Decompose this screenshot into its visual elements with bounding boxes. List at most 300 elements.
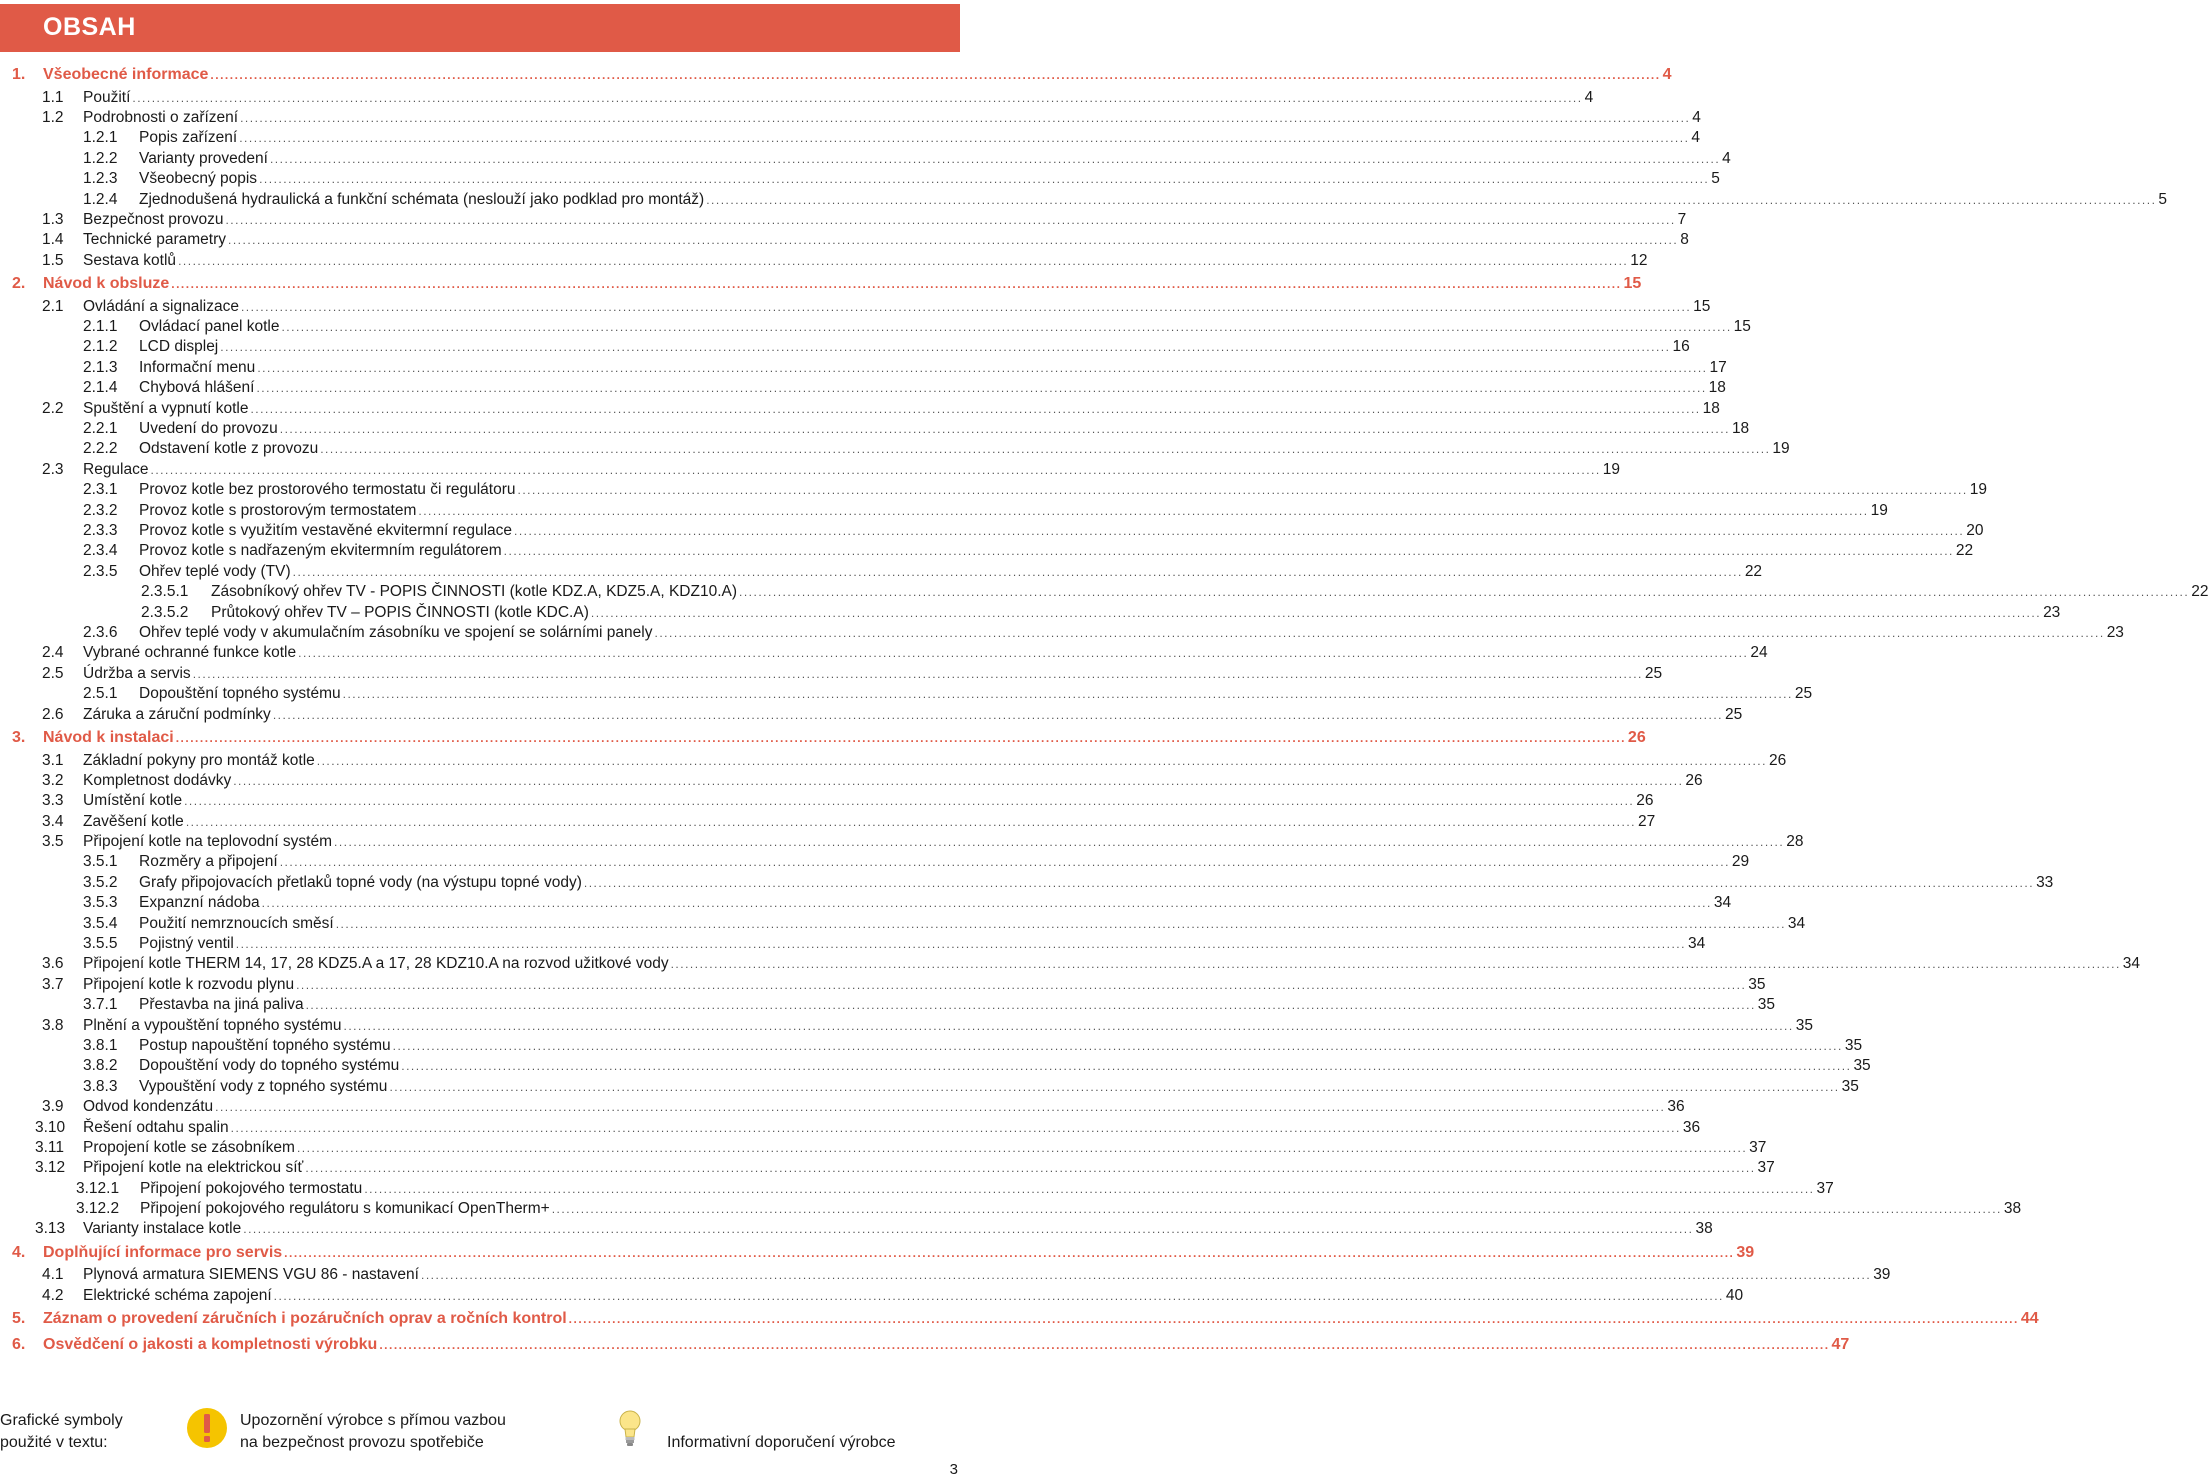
toc-entry-title: Připojení kotle na teplovodní systém — [83, 833, 332, 851]
toc-entry-number: 2.3.5.1 — [141, 583, 189, 601]
toc-entry[interactable] — [0, 1265, 1891, 1285]
toc-leader-dots: ............................................................................................................................................................................................................................................................................................................ — [178, 253, 1629, 268]
toc-entry-page: 26 — [1627, 728, 1646, 746]
toc-entry[interactable] — [0, 1077, 1859, 1097]
toc-entry-number: 3.7.1 — [83, 996, 118, 1014]
toc-entry-number: 3.5.3 — [83, 894, 118, 912]
toc-entry-number: 3.8.2 — [83, 1057, 118, 1075]
toc-leader-dots: ............................................................................................................................................................................................................................................................................................................ — [654, 625, 2105, 640]
toc-leader-dots: ............................................................................................................................................................................................................................................................................................................ — [568, 1312, 2019, 1327]
toc-entry-title: Kompletnost dodávky — [83, 771, 232, 789]
toc-leader-dots: ............................................................................................................................................................................................................................................................................................................ — [583, 875, 2035, 890]
toc-entry[interactable] — [0, 108, 1701, 128]
toc-section-entry[interactable] — [0, 1306, 2039, 1332]
toc-entry-title: Uvedení do provozu — [139, 420, 278, 438]
toc-entry-page: 35 — [1795, 1016, 1813, 1034]
toc-entry-page: 35 — [1853, 1057, 1871, 1075]
toc-entry-page: 26 — [1636, 792, 1654, 810]
warning-text-line-2: na bezpečnost provozu spotřebiče — [240, 1434, 484, 1451]
toc-leader-dots: ............................................................................................................................................................................................................................................................................................................ — [281, 320, 1732, 335]
toc-entry-number: 1.2.1 — [83, 129, 118, 147]
toc-entry-title: Informační menu — [139, 358, 256, 376]
toc-entry[interactable] — [0, 751, 1787, 771]
toc-entry-number: 2.3.6 — [83, 623, 118, 641]
symbols-label-line-1: Grafické symboly — [0, 1412, 123, 1429]
toc-entry-page: 35 — [1757, 996, 1776, 1014]
exclamation-warning-icon — [186, 1407, 228, 1449]
toc-entry-title: Popis zařízení — [139, 129, 238, 147]
toc-entry[interactable] — [0, 210, 1687, 230]
toc-entry-number: 2.2 — [42, 399, 64, 417]
toc-entry-title: Podrobnosti o zařízení — [83, 108, 239, 126]
toc-entry-title: Odstavení kotle z provozu — [139, 440, 319, 458]
toc-entry-page: 19 — [1870, 501, 1888, 519]
toc-leader-dots: ............................................................................................................................................................................................................................................................................................................ — [298, 646, 1749, 661]
toc-entry-number: 3.3 — [42, 792, 64, 810]
toc-entry[interactable] — [0, 1056, 1871, 1076]
table-of-contents — [0, 62, 2208, 1357]
toc-entry-page: 33 — [2036, 873, 2054, 891]
toc-entry[interactable] — [0, 975, 1766, 995]
toc-entry-title: Regulace — [83, 460, 149, 478]
toc-leader-dots: ............................................................................................................................................................................................................................................................................................................ — [230, 1120, 1681, 1135]
toc-entry[interactable] — [0, 169, 1720, 189]
toc-entry-number: 2.3 — [42, 460, 64, 478]
toc-entry-page: 22 — [1955, 542, 1974, 560]
toc-entry-page: 28 — [1786, 833, 1804, 851]
toc-entry[interactable] — [0, 893, 1732, 913]
toc-leader-dots: ............................................................................................................................................................................................................................................................................................................ — [243, 1222, 1694, 1237]
toc-entry-title: Připojení pokojového termostatu — [140, 1179, 363, 1197]
toc-entry-page: 24 — [1750, 644, 1768, 662]
toc-leader-dots: ............................................................................................................................................................................................................................................................................................................ — [392, 1038, 1843, 1053]
toc-entry[interactable] — [0, 914, 1806, 934]
toc-entry[interactable] — [0, 934, 1706, 954]
toc-entry-page: 5 — [2158, 190, 2168, 208]
graphic-symbols-legend — [0, 1405, 960, 1479]
toc-leader-dots: ............................................................................................................................................................................................................................................................................................................ — [272, 707, 1724, 722]
toc-entry-number: 2.1.2 — [83, 338, 118, 356]
toc-entry-title: Použití nemrznoucích směsí — [139, 914, 334, 932]
toc-leader-dots: ............................................................................................................................................................................................................................................................................................................ — [401, 1059, 1852, 1074]
toc-entry[interactable] — [0, 149, 1731, 169]
toc-entry-title: Varianty instalace kotle — [83, 1220, 242, 1238]
toc-entry[interactable] — [0, 88, 1594, 108]
toc-entry-title: LCD displej — [139, 338, 219, 356]
toc-entry-number: 2.3.1 — [83, 481, 118, 499]
toc-entry-number: 3.8.1 — [83, 1036, 118, 1054]
toc-entry-title: Bezpečnost provozu — [83, 210, 224, 228]
page-title: OBSAH — [43, 13, 136, 41]
toc-section-entry[interactable] — [0, 1240, 1755, 1266]
toc-entry-number: 1.3 — [42, 210, 64, 228]
toc-entry-page: 17 — [1709, 358, 1727, 376]
toc-entry-title: Odvod kondenzátu — [83, 1098, 214, 1116]
toc-entry-title: Dopouštění topného systému — [139, 685, 341, 703]
toc-entry-page: 18 — [1708, 379, 1726, 397]
symbols-label — [0, 1410, 123, 1454]
toc-entry-title: Návod k instalaci — [43, 728, 174, 746]
toc-entry-number: 3.6 — [42, 955, 64, 973]
toc-leader-dots: ............................................................................................................................................................................................................................................................................................................ — [379, 1337, 1830, 1352]
toc-entry-page: 34 — [1787, 914, 1806, 932]
toc-entry[interactable] — [0, 1138, 1767, 1158]
toc-entry-number: 1.2 — [42, 108, 64, 126]
toc-entry-page: 39 — [1873, 1266, 1891, 1284]
toc-entry-page: 19 — [1772, 440, 1790, 458]
toc-entry[interactable] — [0, 812, 1656, 832]
toc-entry[interactable] — [0, 128, 1701, 148]
toc-leader-dots: ............................................................................................................................................................................................................................................................................................................ — [225, 212, 1676, 227]
toc-entry[interactable] — [0, 705, 1743, 725]
toc-entry-number: 2.5.1 — [83, 685, 118, 703]
toc-leader-dots: ............................................................................................................................................................................................................................................................................................................ — [284, 1245, 1735, 1260]
toc-leader-dots: ............................................................................................................................................................................................................................................................................................................ — [364, 1181, 1815, 1196]
toc-entry-number: 2.1.3 — [83, 358, 118, 376]
toc-entry-page: 34 — [1713, 894, 1732, 912]
toc-leader-dots: ............................................................................................................................................................................................................................................................................................................ — [389, 1079, 1840, 1094]
toc-entry[interactable] — [0, 297, 1711, 317]
toc-entry-title: Všeobecný popis — [139, 170, 258, 188]
toc-leader-dots: ............................................................................................................................................................................................................................................................................................................ — [132, 90, 1583, 105]
toc-entry[interactable] — [0, 1219, 1713, 1239]
toc-entry-page: 4 — [1692, 108, 1701, 126]
toc-entry-page: 47 — [1831, 1335, 1850, 1353]
toc-entry-number: 2.6 — [42, 705, 64, 723]
toc-entry[interactable] — [0, 541, 1974, 561]
toc-entry-title: Technické parametry — [83, 231, 227, 249]
toc-entry[interactable] — [0, 1036, 1863, 1056]
toc-entry-number: 1.2.2 — [83, 149, 118, 167]
toc-entry[interactable] — [0, 582, 2208, 602]
toc-leader-dots: ............................................................................................................................................................................................................................................................................................................ — [342, 687, 1793, 702]
toc-leader-dots: ............................................................................................................................................................................................................................................................................................................ — [320, 442, 1771, 457]
toc-entry-number: 2.3.5 — [83, 562, 118, 580]
toc-entry-number: 2.2.2 — [83, 440, 118, 458]
toc-entry[interactable] — [0, 1179, 1834, 1199]
toc-entry-page: 12 — [1630, 251, 1648, 269]
toc-leader-dots: ............................................................................................................................................................................................................................................................................................................ — [514, 524, 1965, 538]
toc-section-entry[interactable] — [0, 1332, 1850, 1358]
header-bar — [0, 4, 960, 52]
toc-leader-dots: ............................................................................................................................................................................................................................................................................................................ — [334, 835, 1785, 850]
toc-entry[interactable] — [0, 954, 2141, 974]
toc-entry-page: 40 — [1725, 1286, 1744, 1304]
toc-leader-dots: ............................................................................................................................................................................................................................................................................................................ — [273, 1288, 1724, 1303]
toc-entry-page: 36 — [1667, 1098, 1685, 1116]
toc-section-entry[interactable] — [0, 62, 1672, 88]
toc-entry-number: 3.5.5 — [83, 935, 118, 953]
toc-leader-dots: ............................................................................................................................................................................................................................................................................................................ — [279, 855, 1730, 870]
toc-leader-dots: ............................................................................................................................................................................................................................................................................................................ — [420, 1268, 1872, 1283]
warning-symbol-description — [240, 1410, 506, 1454]
toc-entry-title: Všeobecné informace — [43, 66, 209, 83]
toc-entry-title: Zavěšení kotle — [83, 812, 184, 830]
toc-entry[interactable] — [0, 399, 1720, 419]
toc-entry[interactable] — [0, 623, 2124, 643]
toc-leader-dots: ............................................................................................................................................................................................................................................................................................................ — [185, 814, 1637, 829]
toc-entry[interactable] — [0, 1118, 1701, 1138]
toc-entry-number: 3.5.4 — [83, 914, 118, 932]
toc-entry[interactable] — [0, 251, 1648, 271]
toc-entry-title: Grafy připojovacích přetlaků topné vody (na výstupu topné vody) — [139, 873, 582, 891]
toc-entry-page: 4 — [1584, 88, 1594, 106]
toc-entry-title: Plnění a vypouštění topného systému — [83, 1016, 342, 1034]
toc-entry-number: 2. — [12, 275, 26, 293]
toc-entry[interactable] — [0, 439, 1790, 459]
toc-entry-page: 27 — [1638, 812, 1656, 830]
toc-entry[interactable] — [0, 230, 1689, 250]
toc-entry-page: 19 — [1969, 481, 1987, 499]
toc-entry-page: 8 — [1680, 231, 1689, 249]
toc-entry-number: 2.3.2 — [83, 501, 118, 519]
toc-entry[interactable] — [0, 521, 1984, 541]
toc-entry[interactable] — [0, 791, 1654, 811]
toc-entry[interactable] — [0, 317, 1751, 337]
toc-entry-page: 34 — [2122, 955, 2141, 973]
toc-entry-title: Spuštění a vypnutí kotle — [83, 399, 249, 417]
toc-leader-dots: ............................................................................................................................................................................................................................................................................................................ — [269, 151, 1721, 166]
toc-entry[interactable] — [0, 378, 1726, 398]
toc-entry-page: 37 — [1816, 1179, 1834, 1197]
toc-entry-title: Plynová armatura SIEMENS VGU 86 - nastavení — [83, 1266, 419, 1284]
toc-entry[interactable] — [0, 358, 1727, 378]
toc-entry-page: 16 — [1672, 338, 1690, 356]
toc-entry[interactable] — [0, 664, 1663, 684]
toc-entry-page: 4 — [1662, 66, 1672, 83]
toc-leader-dots: ............................................................................................................................................................................................................................................................................................................ — [296, 1140, 1748, 1155]
toc-entry-page: 22 — [2191, 583, 2208, 601]
toc-entry[interactable] — [0, 501, 1888, 521]
toc-entry-number: 3.2 — [42, 771, 64, 789]
toc-entry-page: 15 — [1733, 318, 1751, 336]
toc-entry-title: Umístění kotle — [83, 792, 183, 810]
toc-section-entry[interactable] — [0, 725, 1646, 751]
toc-entry[interactable] — [0, 1158, 1775, 1178]
toc-entry-title: Základní pokyny pro montáž kotle — [83, 751, 315, 769]
toc-entry-title: Průtokový ohřev TV – POPIS ČINNOSTI (kotle KDC.A) — [211, 603, 589, 621]
toc-entry-number: 4.2 — [42, 1286, 64, 1304]
toc-entry-page: 39 — [1736, 1243, 1755, 1261]
toc-entry-page: 23 — [2106, 623, 2124, 641]
toc-leader-dots: ............................................................................................................................................................................................................................................................................................................ — [257, 360, 1708, 375]
toc-entry-title: Propojení kotle se zásobníkem — [83, 1138, 295, 1156]
toc-leader-dots: ............................................................................................................................................................................................................................................................................................................ — [235, 937, 1686, 952]
toc-entry-title: Připojení kotle k rozvodu plynu — [83, 975, 295, 993]
toc-entry-title: Provoz kotle s prostorovým termostatem — [139, 501, 417, 519]
toc-entry-title: Připojení pokojového regulátoru s komunikací OpenTherm+ — [140, 1200, 550, 1218]
toc-entry-title: Zásobníkový ohřev TV - POPIS ČINNOSTI (kotle KDZ.A, KDZ5.A, KDZ10.A) — [211, 583, 738, 601]
toc-entry-title: Provoz kotle s využitím vestavěné ekvitermní regulace — [139, 522, 513, 539]
toc-entry-page: 20 — [1966, 522, 1984, 539]
toc-entry-number: 3. — [12, 728, 26, 746]
toc-leader-dots: ............................................................................................................................................................................................................................................................................................................ — [215, 1100, 1666, 1115]
toc-leader-dots: ............................................................................................................................................................................................................................................................................................................ — [670, 957, 2121, 972]
toc-entry-title: Provoz kotle bez prostorového termostatu či regulátoru — [139, 481, 516, 499]
toc-leader-dots: ............................................................................................................................................................................................................................................................................................................ — [220, 340, 1671, 355]
toc-leader-dots: ............................................................................................................................................................................................................................................................................................................ — [171, 277, 1622, 292]
toc-entry-number: 2.3.4 — [83, 542, 118, 560]
lightbulb-icon — [616, 1409, 644, 1449]
toc-entry-title: Ohřev teplé vody (TV) — [139, 562, 291, 580]
warning-text-line-1: Upozornění výrobce s přímou vazbou — [240, 1412, 506, 1429]
toc-entry-title: Varianty provedení — [139, 149, 268, 167]
toc-entry-page: 18 — [1702, 399, 1720, 417]
toc-entry-number: 3.12.2 — [76, 1200, 120, 1218]
toc-leader-dots: ............................................................................................................................................................................................................................................................................................................ — [305, 1161, 1756, 1176]
toc-entry-title: Záruka a záruční podmínky — [83, 705, 271, 723]
toc-entry-number: 2.2.1 — [83, 420, 118, 438]
toc-entry-number: 3.5.1 — [83, 853, 118, 871]
toc-entry[interactable] — [0, 1097, 1685, 1117]
toc-entry-title: Přestavba na jiná paliva — [139, 996, 304, 1014]
toc-entry[interactable] — [0, 337, 1690, 357]
toc-leader-dots: ............................................................................................................................................................................................................................................................................................................ — [335, 916, 1786, 931]
toc-entry-title: Osvědčení o jakosti a kompletnosti výrobku — [43, 1335, 378, 1353]
toc-entry-page: 35 — [1841, 1077, 1859, 1095]
toc-leader-dots: ............................................................................................................................................................................................................................................................................................................ — [239, 131, 1690, 146]
toc-entry-number: 3.12 — [35, 1159, 66, 1177]
toc-entry-number: 1.4 — [42, 231, 64, 249]
toc-entry[interactable] — [0, 603, 2061, 623]
toc-leader-dots: ............................................................................................................................................................................................................................................................................................................ — [184, 794, 1635, 809]
toc-entry-title: Pojistný ventil — [139, 935, 234, 953]
toc-entry-page: 44 — [2020, 1310, 2039, 1328]
toc-entry-number: 3.13 — [35, 1220, 66, 1238]
toc-entry-number: 2.3.3 — [83, 522, 118, 539]
toc-leader-dots: ............................................................................................................................................................................................................................................................................................................ — [551, 1202, 2002, 1217]
toc-entry-number: 2.1.1 — [83, 318, 118, 336]
toc-leader-dots: ............................................................................................................................................................................................................................................................................................................ — [228, 233, 1679, 248]
toc-entry-title: Připojení kotle na elektrickou síť — [83, 1159, 304, 1177]
toc-entry-number: 2.1 — [42, 297, 64, 315]
toc-entry-page: 26 — [1768, 751, 1787, 769]
toc-entry-number: 4.1 — [42, 1266, 64, 1284]
toc-entry-page: 38 — [1695, 1220, 1713, 1238]
toc-entry[interactable] — [0, 643, 1768, 663]
toc-entry-number: 3.5 — [42, 833, 64, 851]
toc-entry-title: Použití — [83, 88, 131, 106]
toc-entry-title: Ohřev teplé vody v akumulačním zásobníku ve spojení se solárními panely — [139, 623, 653, 641]
toc-leader-dots: ............................................................................................................................................................................................................................................................................................................ — [503, 544, 1954, 559]
toc-entry[interactable] — [0, 1016, 1813, 1036]
toc-entry-page: 4 — [1722, 149, 1731, 167]
toc-leader-dots: ............................................................................................................................................................................................................................................................................................................ — [192, 666, 1643, 681]
toc-leader-dots: ............................................................................................................................................................................................................................................................................................................ — [418, 503, 1869, 518]
toc-entry-number: 3.8.3 — [83, 1077, 118, 1095]
toc-entry-title: Připojení kotle THERM 14, 17, 28 KDZ5.A a 17, 28 KDZ10.A na rozvod užitkové vody — [83, 955, 669, 973]
toc-entry-number: 3.7 — [42, 975, 64, 993]
toc-leader-dots: ............................................................................................................................................................................................................................................................................................................ — [233, 773, 1684, 788]
toc-entry-page: 26 — [1685, 771, 1703, 789]
toc-entry-number: 4. — [12, 1243, 26, 1261]
toc-entry-title: Expanzní nádoba — [139, 894, 260, 912]
toc-entry[interactable] — [0, 1199, 2022, 1219]
toc-entry-page: 35 — [1844, 1036, 1863, 1054]
toc-entry-page: 7 — [1677, 210, 1687, 228]
toc-entry-number: 3.10 — [35, 1118, 66, 1136]
toc-leader-dots: ............................................................................................................................................................................................................................................................................................................ — [279, 422, 1730, 437]
toc-entry-number: 2.5 — [42, 664, 64, 682]
toc-entry[interactable] — [0, 852, 1750, 872]
toc-entry-title: Návod k obsluze — [43, 275, 170, 293]
toc-entry[interactable] — [0, 1286, 1744, 1306]
toc-section-entry[interactable] — [0, 271, 1642, 297]
toc-entry-page: 5 — [1711, 170, 1720, 188]
toc-entry-number: 3.12.1 — [76, 1179, 120, 1197]
toc-leader-dots: ............................................................................................................................................................................................................................................................................................................ — [150, 462, 1601, 477]
toc-entry-page: 37 — [1757, 1159, 1775, 1177]
toc-leader-dots: ............................................................................................................................................................................................................................................................................................................ — [517, 483, 1968, 498]
toc-entry[interactable] — [0, 190, 2168, 210]
toc-entry-title: Chybová hlášení — [139, 379, 255, 397]
toc-entry-number: 2.4 — [42, 644, 64, 662]
toc-entry[interactable] — [0, 873, 2054, 893]
toc-entry-number: 5. — [12, 1310, 26, 1328]
toc-entry[interactable] — [0, 995, 1776, 1015]
toc-entry-page: 18 — [1731, 420, 1750, 438]
toc-leader-dots: ............................................................................................................................................................................................................................................................................................................ — [296, 977, 1747, 992]
toc-entry[interactable] — [0, 419, 1750, 439]
toc-entry-number: 1.5 — [42, 251, 64, 269]
toc-entry-title: Ovládání a signalizace — [83, 297, 239, 315]
toc-entry-page: 23 — [2043, 603, 2061, 621]
toc-entry-page: 35 — [1748, 975, 1766, 993]
toc-entry-number: 3.9 — [42, 1098, 64, 1116]
toc-entry-number: 2.3.5.2 — [141, 603, 189, 621]
toc-leader-dots: ............................................................................................................................................................................................................................................................................................................ — [210, 68, 1661, 82]
toc-leader-dots: ............................................................................................................................................................................................................................................................................................................ — [240, 299, 1692, 314]
toc-entry-page: 29 — [1731, 853, 1750, 871]
toc-entry-page: 25 — [1725, 705, 1743, 723]
toc-entry[interactable] — [0, 460, 1620, 480]
info-symbol-description: Informativní doporučení výrobce — [667, 1434, 896, 1451]
toc-leader-dots: ............................................................................................................................................................................................................................................................................................................ — [739, 585, 2190, 600]
toc-entry-title: Postup napouštění topného systému — [139, 1036, 391, 1054]
toc-entry-page: 36 — [1682, 1118, 1701, 1136]
toc-leader-dots: ............................................................................................................................................................................................................................................................................................................ — [175, 730, 1626, 745]
toc-entry-title: Údržba a servis — [83, 664, 191, 682]
toc-entry-title: Ovládací panel kotle — [139, 318, 280, 336]
toc-entry-title: Vybrané ochranné funkce kotle — [83, 644, 297, 662]
toc-entry-title: Rozměry a připojení — [139, 853, 278, 871]
toc-leader-dots: ............................................................................................................................................................................................................................................................................................................ — [316, 753, 1767, 768]
toc-entry-number: 1.2.4 — [83, 190, 118, 208]
toc-leader-dots: ............................................................................................................................................................................................................................................................................................................ — [343, 1018, 1794, 1033]
toc-entry-page: 15 — [1693, 297, 1711, 315]
toc-entry-title: Záznam o provedení záručních i pozáručních oprav a ročních kontrol — [43, 1310, 567, 1328]
toc-entry[interactable] — [0, 832, 1804, 852]
toc-entry-number: 3.1 — [42, 751, 64, 769]
toc-entry-title: Dopouštění vody do topného systému — [139, 1057, 400, 1075]
toc-entry-title: Vypouštění vody z topného systému — [139, 1077, 388, 1095]
toc-entry-number: 3.11 — [35, 1138, 65, 1156]
toc-entry-number: 1.2.3 — [83, 170, 118, 188]
toc-entry-number: 1.1 — [42, 88, 64, 106]
toc-entry-number: 6. — [12, 1335, 26, 1353]
toc-entry-number: 3.4 — [42, 812, 64, 830]
toc-entry-page: 25 — [1794, 685, 1813, 703]
toc-leader-dots: ............................................................................................................................................................................................................................................................................................................ — [259, 172, 1710, 187]
toc-entry[interactable] — [0, 480, 1987, 500]
toc-entry[interactable] — [0, 771, 1703, 791]
toc-leader-dots: ............................................................................................................................................................................................................................................................................................................ — [292, 564, 1743, 579]
toc-entry-title: Zjednodušená hydraulická a funkční schémata (neslouží jako podklad pro montáž) — [139, 190, 705, 208]
toc-entry-page: 38 — [2003, 1200, 2022, 1218]
toc-entry[interactable] — [0, 684, 1813, 704]
toc-entry[interactable] — [0, 562, 1763, 582]
toc-entry-page: 19 — [1602, 460, 1620, 478]
